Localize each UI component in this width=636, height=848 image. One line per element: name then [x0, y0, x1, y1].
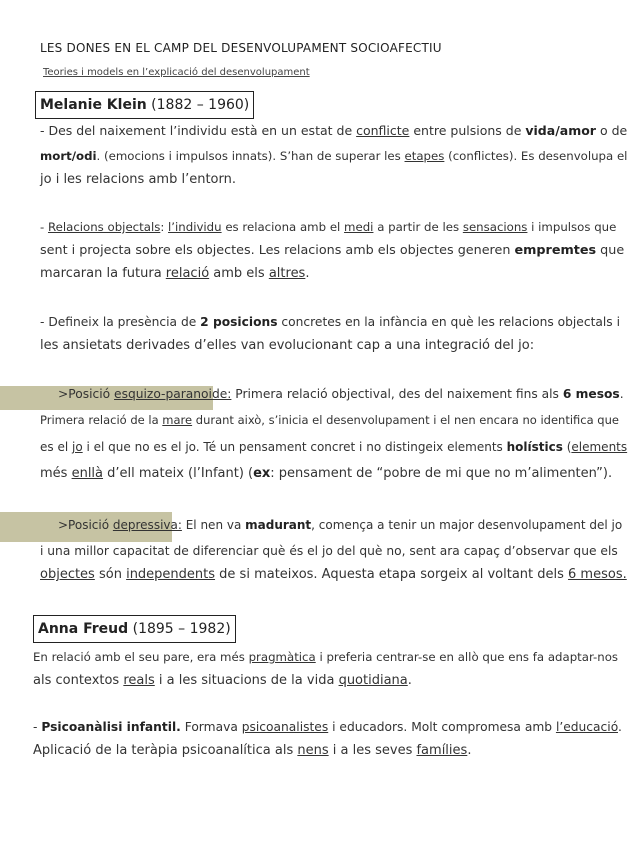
document-subtitle: Teories i models en l’explicació del desenvolupament	[43, 67, 310, 78]
freud-years: (1895 – 1982)	[132, 621, 231, 637]
klein-years: (1882 – 1960)	[151, 97, 250, 113]
klein-p5-line2: i una millor capacitat de diferenciar què és el jo del què no, sent ara capaç d’observar que els	[40, 544, 618, 558]
klein-p4-line2: Primera relació de la mare durant això, s’inicia el desenvolupament i el nen encara no identifica que	[40, 413, 619, 427]
klein-p1-line1: - Des del naixement l’individu està en un estat de conflicte entre pulsions de vida/amor o de	[40, 123, 628, 138]
freud-name: Anna Freud	[38, 621, 129, 637]
klein-p2-line1: - Relacions objectals: l’individu es relaciona amb el medi a partir de les sensacions i impulsos que	[40, 220, 617, 234]
document-title: LES DONES EN EL CAMP DEL DESENVOLUPAMENT SOCIOAFECTIU	[40, 41, 442, 55]
klein-p4-line3: es el jo i el que no es el jo. Té un pensament concret i no distingeix elements holístics (elements	[40, 440, 628, 454]
klein-p2-line2: sent i projecta sobre els objectes. Les relacions amb els objectes generen empremtes que	[40, 243, 625, 258]
klein-p4-line4: més enllà d’ell mateix (l’Infant) (ex: pensament de “pobre de mi que no m’alimenten”).	[40, 466, 613, 481]
klein-p5-line3: objectes són independents de si mateixos. Aquesta etapa sorgeix al voltant dels 6 mesos.	[40, 567, 627, 582]
klein-name-box	[35, 91, 254, 119]
klein-p4-line1: >Posició esquizo-paranoide: Primera relació objectival, des del naixement fins als 6 mesos.	[58, 387, 624, 401]
klein-p1-line2: mort/odi. (emocions i impulsos innats). S’han de superar les etapes (conflictes). Es desenvolupa el	[40, 149, 628, 163]
klein-p3-line2: les ansietats derivades d’elles van evolucionant cap a una integració del jo:	[40, 338, 535, 353]
freud-p2-line2: Aplicació de la teràpia psicoanalítica als nens i a les seves famílies.	[33, 743, 472, 758]
freud-p1-line2: als contextos reals i a les situacions de la vida quotidiana.	[33, 673, 412, 688]
freud-p1-line1: En relació amb el seu pare, era més pragmàtica i preferia centrar-se en allò que ens fa adaptar-nos	[33, 650, 619, 664]
klein-p5-line1: >Posició depressiva: El nen va madurant, comença a tenir un major desenvolupament del jo	[58, 518, 623, 532]
freud-p2-line1: - Psicoanàlisi infantil. Formava psicoanalistes i educadors. Molt compromesa amb l’educació.	[33, 720, 622, 734]
klein-p3-line1: - Defineix la presència de 2 posicions concretes en la infància en què les relacions objectals i	[40, 315, 620, 329]
klein-p1-line3: jo i les relacions amb l’entorn.	[40, 172, 236, 187]
klein-name: Melanie Klein	[40, 97, 147, 113]
freud-name-box	[33, 615, 236, 643]
klein-p2-line3: marcaran la futura relació amb els altres.	[40, 266, 310, 281]
